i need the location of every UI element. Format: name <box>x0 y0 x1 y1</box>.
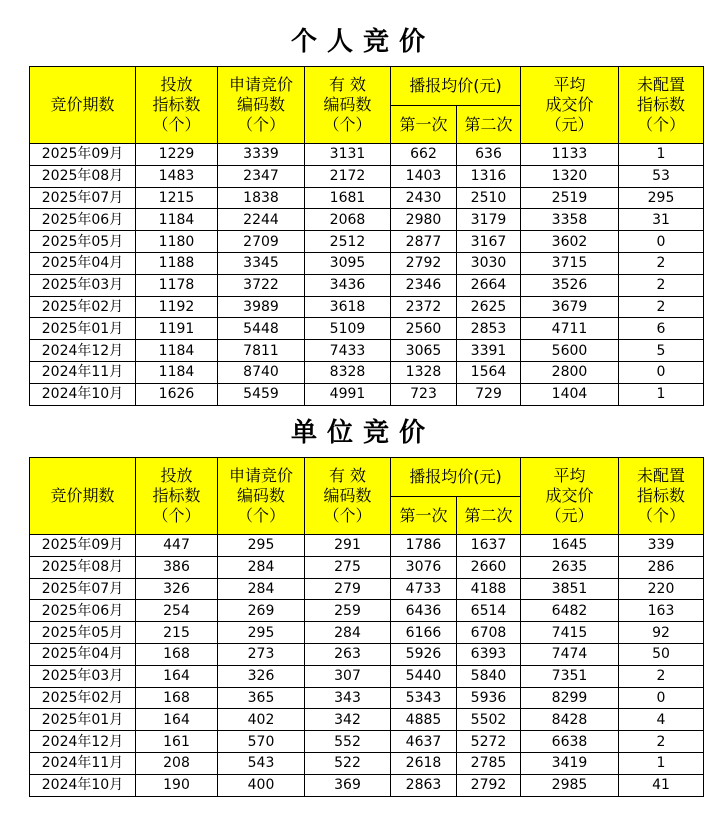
applications-cell: 400 <box>218 774 305 796</box>
table-row <box>30 535 704 557</box>
personal-bidding-table <box>29 66 704 406</box>
valid-codes-cell: 342 <box>305 709 391 731</box>
table-row <box>30 296 704 318</box>
quota-cell: 190 <box>136 774 218 796</box>
applications-cell: 570 <box>218 731 305 753</box>
unallocated-cell: 1 <box>619 383 704 405</box>
unallocated-cell: 339 <box>619 535 704 557</box>
unallocated-cell: 41 <box>619 774 704 796</box>
unallocated-cell: 220 <box>619 578 704 600</box>
applications-cell: 273 <box>218 643 305 665</box>
personal-table-body <box>30 144 704 406</box>
unallocated-cell: 1 <box>619 752 704 774</box>
valid-codes-cell: 8328 <box>305 361 391 383</box>
quota-cell: 1178 <box>136 274 218 296</box>
first-bid-cell: 6436 <box>391 600 457 622</box>
unallocated-cell: 4 <box>619 709 704 731</box>
quota-cell: 1626 <box>136 383 218 405</box>
applications-cell: 295 <box>218 535 305 557</box>
first-bid-cell: 4733 <box>391 578 457 600</box>
personal-bidding-title: 个人竞价 <box>290 27 435 57</box>
avg-price-cell: 2800 <box>521 361 619 383</box>
table-row <box>30 774 704 796</box>
quota-cell: 254 <box>136 600 218 622</box>
second-bid-cell: 1564 <box>457 361 521 383</box>
period-cell: 2025年09月 <box>30 144 136 166</box>
valid-codes-cell: 275 <box>305 556 391 578</box>
valid-codes-cell: 3618 <box>305 296 391 318</box>
avg-price-cell: 1645 <box>521 535 619 557</box>
first-bid-cell: 662 <box>391 144 457 166</box>
avg-price-cell: 5600 <box>521 340 619 362</box>
second-bid-cell: 6393 <box>457 643 521 665</box>
period-cell: 2025年01月 <box>30 318 136 340</box>
header-first-bid: 第一次 <box>391 106 457 144</box>
quota-cell: 164 <box>136 709 218 731</box>
first-bid-cell: 1403 <box>391 165 457 187</box>
table-row <box>30 383 704 405</box>
avg-price-cell: 8428 <box>521 709 619 731</box>
table-row <box>30 187 704 209</box>
table-row <box>30 622 704 644</box>
applications-cell: 3989 <box>218 296 305 318</box>
first-bid-cell: 2863 <box>391 774 457 796</box>
unallocated-cell: 1 <box>619 144 704 166</box>
first-bid-cell: 2792 <box>391 252 457 274</box>
first-bid-cell: 5440 <box>391 665 457 687</box>
quota-cell: 1180 <box>136 231 218 253</box>
applications-cell: 5459 <box>218 383 305 405</box>
first-bid-cell: 3065 <box>391 340 457 362</box>
header-period: 竞价期数 <box>30 458 136 535</box>
quota-cell: 1184 <box>136 340 218 362</box>
valid-codes-cell: 4991 <box>305 383 391 405</box>
unallocated-cell: 5 <box>619 340 704 362</box>
second-bid-cell: 5272 <box>457 731 521 753</box>
valid-codes-cell: 291 <box>305 535 391 557</box>
period-cell: 2025年01月 <box>30 709 136 731</box>
second-bid-cell: 4188 <box>457 578 521 600</box>
period-cell: 2024年10月 <box>30 774 136 796</box>
quota-cell: 168 <box>136 687 218 709</box>
first-bid-cell: 2372 <box>391 296 457 318</box>
second-bid-cell: 6514 <box>457 600 521 622</box>
first-bid-cell: 2877 <box>391 231 457 253</box>
header-first-bid: 第一次 <box>391 497 457 535</box>
valid-codes-cell: 5109 <box>305 318 391 340</box>
applications-cell: 284 <box>218 556 305 578</box>
period-cell: 2024年10月 <box>30 383 136 405</box>
valid-codes-cell: 3436 <box>305 274 391 296</box>
unallocated-cell: 286 <box>619 556 704 578</box>
period-cell: 2024年12月 <box>30 731 136 753</box>
second-bid-cell: 636 <box>457 144 521 166</box>
table-row <box>30 643 704 665</box>
applications-cell: 7811 <box>218 340 305 362</box>
period-cell: 2025年08月 <box>30 165 136 187</box>
table-row <box>30 556 704 578</box>
unallocated-cell: 50 <box>619 643 704 665</box>
second-bid-cell: 2510 <box>457 187 521 209</box>
quota-cell: 164 <box>136 665 218 687</box>
unallocated-cell: 0 <box>619 687 704 709</box>
valid-codes-cell: 343 <box>305 687 391 709</box>
second-bid-cell: 3030 <box>457 252 521 274</box>
quota-cell: 1192 <box>136 296 218 318</box>
first-bid-cell: 1786 <box>391 535 457 557</box>
first-bid-cell: 3076 <box>391 556 457 578</box>
valid-codes-cell: 2172 <box>305 165 391 187</box>
second-bid-cell: 6708 <box>457 622 521 644</box>
second-bid-cell: 2853 <box>457 318 521 340</box>
header-valid-codes: 有 效 编码数 （个） <box>305 458 391 535</box>
first-bid-cell: 2346 <box>391 274 457 296</box>
table-row <box>30 578 704 600</box>
valid-codes-cell: 552 <box>305 731 391 753</box>
applications-cell: 3722 <box>218 274 305 296</box>
period-cell: 2025年08月 <box>30 556 136 578</box>
unallocated-cell: 2 <box>619 665 704 687</box>
quota-cell: 326 <box>136 578 218 600</box>
avg-price-cell: 2519 <box>521 187 619 209</box>
table-row <box>30 340 704 362</box>
first-bid-cell: 2430 <box>391 187 457 209</box>
avg-price-cell: 1320 <box>521 165 619 187</box>
header-quota: 投放 指标数 （个） <box>136 67 218 144</box>
second-bid-cell: 1637 <box>457 535 521 557</box>
avg-price-cell: 7415 <box>521 622 619 644</box>
avg-price-cell: 2985 <box>521 774 619 796</box>
first-bid-cell: 1328 <box>391 361 457 383</box>
period-cell: 2025年05月 <box>30 622 136 644</box>
first-bid-cell: 2560 <box>391 318 457 340</box>
avg-price-cell: 3602 <box>521 231 619 253</box>
avg-price-cell: 3679 <box>521 296 619 318</box>
applications-cell: 3345 <box>218 252 305 274</box>
table-row <box>30 209 704 231</box>
valid-codes-cell: 369 <box>305 774 391 796</box>
applications-cell: 295 <box>218 622 305 644</box>
quota-cell: 168 <box>136 643 218 665</box>
second-bid-cell: 2792 <box>457 774 521 796</box>
second-bid-cell: 5936 <box>457 687 521 709</box>
second-bid-cell: 2785 <box>457 752 521 774</box>
header-unallocated: 未配置 指标数 （个） <box>619 67 704 144</box>
period-cell: 2025年03月 <box>30 665 136 687</box>
first-bid-cell: 723 <box>391 383 457 405</box>
second-bid-cell: 729 <box>457 383 521 405</box>
quota-cell: 1483 <box>136 165 218 187</box>
valid-codes-cell: 307 <box>305 665 391 687</box>
avg-price-cell: 4711 <box>521 318 619 340</box>
table-row <box>30 600 704 622</box>
first-bid-cell: 4637 <box>391 731 457 753</box>
second-bid-cell: 2660 <box>457 556 521 578</box>
table-row <box>30 252 704 274</box>
second-bid-cell: 2664 <box>457 274 521 296</box>
avg-price-cell: 8299 <box>521 687 619 709</box>
quota-cell: 1215 <box>136 187 218 209</box>
period-cell: 2025年07月 <box>30 578 136 600</box>
period-cell: 2025年04月 <box>30 643 136 665</box>
first-bid-cell: 2980 <box>391 209 457 231</box>
second-bid-cell: 5502 <box>457 709 521 731</box>
valid-codes-cell: 259 <box>305 600 391 622</box>
period-cell: 2024年11月 <box>30 361 136 383</box>
quota-cell: 1184 <box>136 361 218 383</box>
header-unallocated: 未配置 指标数 （个） <box>619 458 704 535</box>
first-bid-cell: 5926 <box>391 643 457 665</box>
header-quota: 投放 指标数 （个） <box>136 458 218 535</box>
header-second-bid: 第二次 <box>457 497 521 535</box>
avg-price-cell: 3358 <box>521 209 619 231</box>
header-avg-bid: 播报均价(元) <box>391 67 521 106</box>
unallocated-cell: 2 <box>619 274 704 296</box>
table-row <box>30 665 704 687</box>
period-cell: 2024年11月 <box>30 752 136 774</box>
quota-cell: 1184 <box>136 209 218 231</box>
table-row <box>30 144 704 166</box>
valid-codes-cell: 3095 <box>305 252 391 274</box>
unallocated-cell: 2 <box>619 731 704 753</box>
applications-cell: 284 <box>218 578 305 600</box>
applications-cell: 269 <box>218 600 305 622</box>
avg-price-cell: 1133 <box>521 144 619 166</box>
period-cell: 2025年04月 <box>30 252 136 274</box>
valid-codes-cell: 1681 <box>305 187 391 209</box>
table-row <box>30 709 704 731</box>
applications-cell: 402 <box>218 709 305 731</box>
first-bid-cell: 5343 <box>391 687 457 709</box>
valid-codes-cell: 284 <box>305 622 391 644</box>
period-cell: 2025年06月 <box>30 209 136 231</box>
table-row <box>30 231 704 253</box>
applications-cell: 5448 <box>218 318 305 340</box>
unallocated-cell: 0 <box>619 231 704 253</box>
unallocated-cell: 31 <box>619 209 704 231</box>
first-bid-cell: 2618 <box>391 752 457 774</box>
second-bid-cell: 1316 <box>457 165 521 187</box>
avg-price-cell: 1404 <box>521 383 619 405</box>
avg-price-cell: 6638 <box>521 731 619 753</box>
table-row <box>30 361 704 383</box>
applications-cell: 2244 <box>218 209 305 231</box>
quota-cell: 1191 <box>136 318 218 340</box>
second-bid-cell: 3167 <box>457 231 521 253</box>
applications-cell: 2709 <box>218 231 305 253</box>
second-bid-cell: 5840 <box>457 665 521 687</box>
valid-codes-cell: 263 <box>305 643 391 665</box>
header-avg-bid: 播报均价(元) <box>391 458 521 497</box>
valid-codes-cell: 279 <box>305 578 391 600</box>
period-cell: 2025年06月 <box>30 600 136 622</box>
table-row <box>30 318 704 340</box>
applications-cell: 3339 <box>218 144 305 166</box>
unallocated-cell: 163 <box>619 600 704 622</box>
period-cell: 2025年07月 <box>30 187 136 209</box>
quota-cell: 447 <box>136 535 218 557</box>
period-cell: 2025年02月 <box>30 296 136 318</box>
period-cell: 2025年05月 <box>30 231 136 253</box>
quota-cell: 1188 <box>136 252 218 274</box>
valid-codes-cell: 7433 <box>305 340 391 362</box>
table-row <box>30 687 704 709</box>
period-cell: 2025年09月 <box>30 535 136 557</box>
header-second-bid: 第二次 <box>457 106 521 144</box>
table-row <box>30 752 704 774</box>
header-applications: 申请竞价 编码数 （个） <box>218 67 305 144</box>
table-row <box>30 274 704 296</box>
valid-codes-cell: 2068 <box>305 209 391 231</box>
valid-codes-cell: 3131 <box>305 144 391 166</box>
period-cell: 2025年03月 <box>30 274 136 296</box>
unallocated-cell: 92 <box>619 622 704 644</box>
period-cell: 2025年02月 <box>30 687 136 709</box>
applications-cell: 543 <box>218 752 305 774</box>
unallocated-cell: 53 <box>619 165 704 187</box>
avg-price-cell: 2635 <box>521 556 619 578</box>
quota-cell: 215 <box>136 622 218 644</box>
avg-price-cell: 3419 <box>521 752 619 774</box>
applications-cell: 8740 <box>218 361 305 383</box>
header-period: 竞价期数 <box>30 67 136 144</box>
quota-cell: 386 <box>136 556 218 578</box>
table-row <box>30 165 704 187</box>
quota-cell: 208 <box>136 752 218 774</box>
header-applications: 申请竞价 编码数 （个） <box>218 458 305 535</box>
second-bid-cell: 2625 <box>457 296 521 318</box>
header-valid-codes: 有 效 编码数 （个） <box>305 67 391 144</box>
period-cell: 2024年12月 <box>30 340 136 362</box>
avg-price-cell: 3851 <box>521 578 619 600</box>
avg-price-cell: 3526 <box>521 274 619 296</box>
unallocated-cell: 0 <box>619 361 704 383</box>
company-table-body <box>30 535 704 797</box>
avg-price-cell: 6482 <box>521 600 619 622</box>
company-bidding-table <box>29 457 704 797</box>
applications-cell: 1838 <box>218 187 305 209</box>
valid-codes-cell: 522 <box>305 752 391 774</box>
table-row <box>30 731 704 753</box>
header-avg-price: 平均 成交价 （元） <box>521 67 619 144</box>
avg-price-cell: 3715 <box>521 252 619 274</box>
header-avg-price: 平均 成交价 （元） <box>521 458 619 535</box>
applications-cell: 365 <box>218 687 305 709</box>
valid-codes-cell: 2512 <box>305 231 391 253</box>
unallocated-cell: 295 <box>619 187 704 209</box>
quota-cell: 1229 <box>136 144 218 166</box>
unallocated-cell: 6 <box>619 318 704 340</box>
unallocated-cell: 2 <box>619 252 704 274</box>
avg-price-cell: 7351 <box>521 665 619 687</box>
quota-cell: 161 <box>136 731 218 753</box>
company-bidding-title: 单位竞价 <box>290 418 435 448</box>
first-bid-cell: 4885 <box>391 709 457 731</box>
first-bid-cell: 6166 <box>391 622 457 644</box>
second-bid-cell: 3391 <box>457 340 521 362</box>
unallocated-cell: 2 <box>619 296 704 318</box>
applications-cell: 2347 <box>218 165 305 187</box>
second-bid-cell: 3179 <box>457 209 521 231</box>
applications-cell: 326 <box>218 665 305 687</box>
avg-price-cell: 7474 <box>521 643 619 665</box>
